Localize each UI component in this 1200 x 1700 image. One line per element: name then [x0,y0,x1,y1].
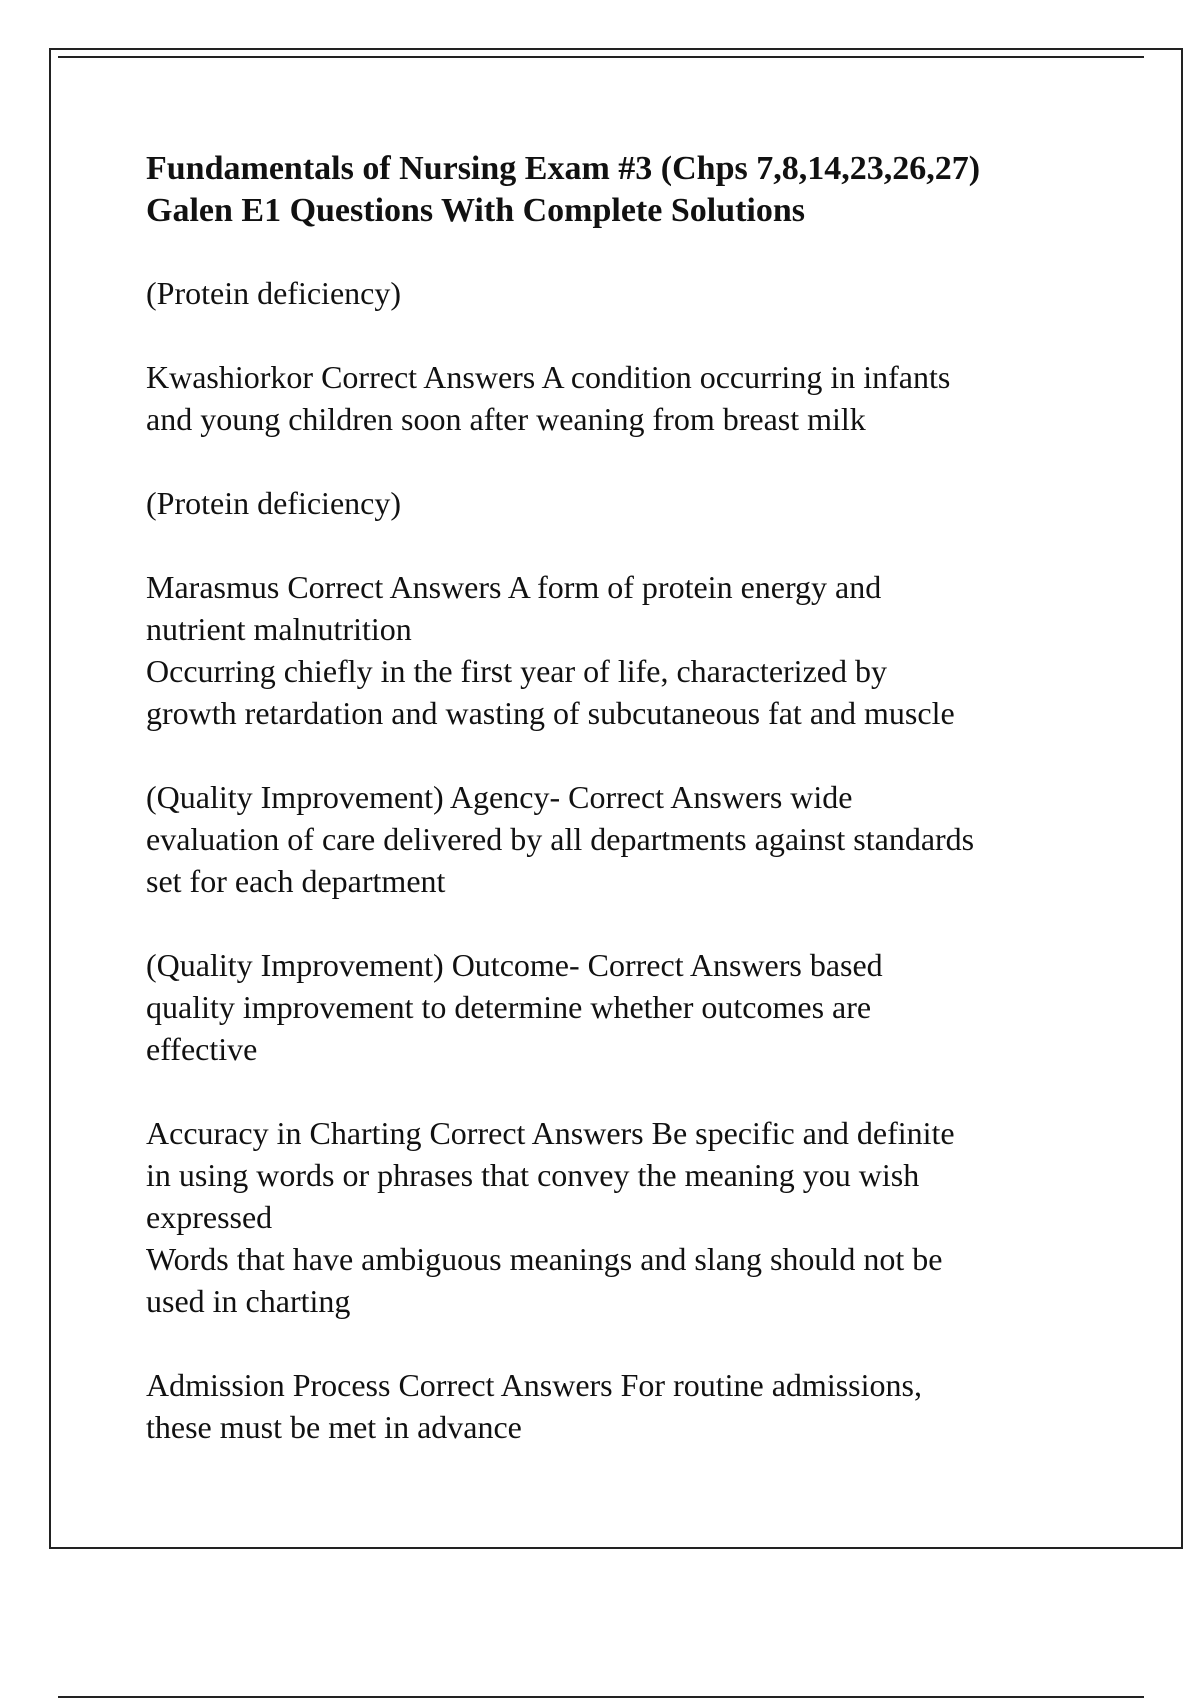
paragraph-line: quality improvement to determine whether outcomes are [146,989,872,1025]
paragraph-line: Words that have ambiguous meanings and slang should not be [146,1241,943,1277]
document-title [146,148,1106,232]
paragraph-quality-outcome [146,944,1106,1070]
title-line: Galen E1 Questions With Complete Solutions [146,192,806,229]
paragraph-line: in using words or phrases that convey the meaning you wish [146,1157,920,1193]
paragraph-line: expressed [146,1199,273,1235]
paragraph-line: and young children soon after weaning from breast milk [146,401,866,437]
paragraph-line: effective [146,1031,258,1067]
paragraph-kwashiorkor [146,356,1106,440]
paragraph-line: (Quality Improvement) Outcome- Correct Answers based [146,947,883,983]
paragraph-admission-process [146,1364,1106,1448]
paragraph-protein-deficiency [146,482,1106,524]
paragraph-line: set for each department [146,863,446,899]
paragraph-line: Accuracy in Charting Correct Answers Be specific and definite [146,1115,955,1151]
paragraph-line: Occurring chiefly in the first year of life, characterized by [146,653,887,689]
paragraph-protein-deficiency [146,272,1106,314]
paragraph-line: Admission Process Correct Answers For routine admissions, [146,1367,922,1403]
title-line: Fundamentals of Nursing Exam #3 (Chps 7,8,14,23,26,27) [146,150,981,187]
paragraph-marasmus [146,566,1106,734]
paragraph-line: nutrient malnutrition [146,611,412,647]
paragraph-line: Kwashiorkor Correct Answers A condition occurring in infants [146,359,951,395]
paragraph-line: these must be met in advance [146,1409,522,1445]
paragraph-quality-agency [146,776,1106,902]
top-rule [58,56,1144,58]
paragraph-line: evaluation of care delivered by all departments against standards [146,821,975,857]
paragraph-line: used in charting [146,1283,351,1319]
paragraph-line: growth retardation and wasting of subcutaneous fat and muscle [146,695,955,731]
paragraph-line: (Protein deficiency) [146,275,401,311]
paragraph-line: Marasmus Correct Answers A form of protein energy and [146,569,882,605]
document-body [146,148,1106,1448]
bottom-rule [58,1696,1144,1698]
paragraph-line: (Protein deficiency) [146,485,401,521]
paragraph-accuracy-charting [146,1112,1106,1322]
paragraph-line: (Quality Improvement) Agency- Correct Answers wide [146,779,853,815]
